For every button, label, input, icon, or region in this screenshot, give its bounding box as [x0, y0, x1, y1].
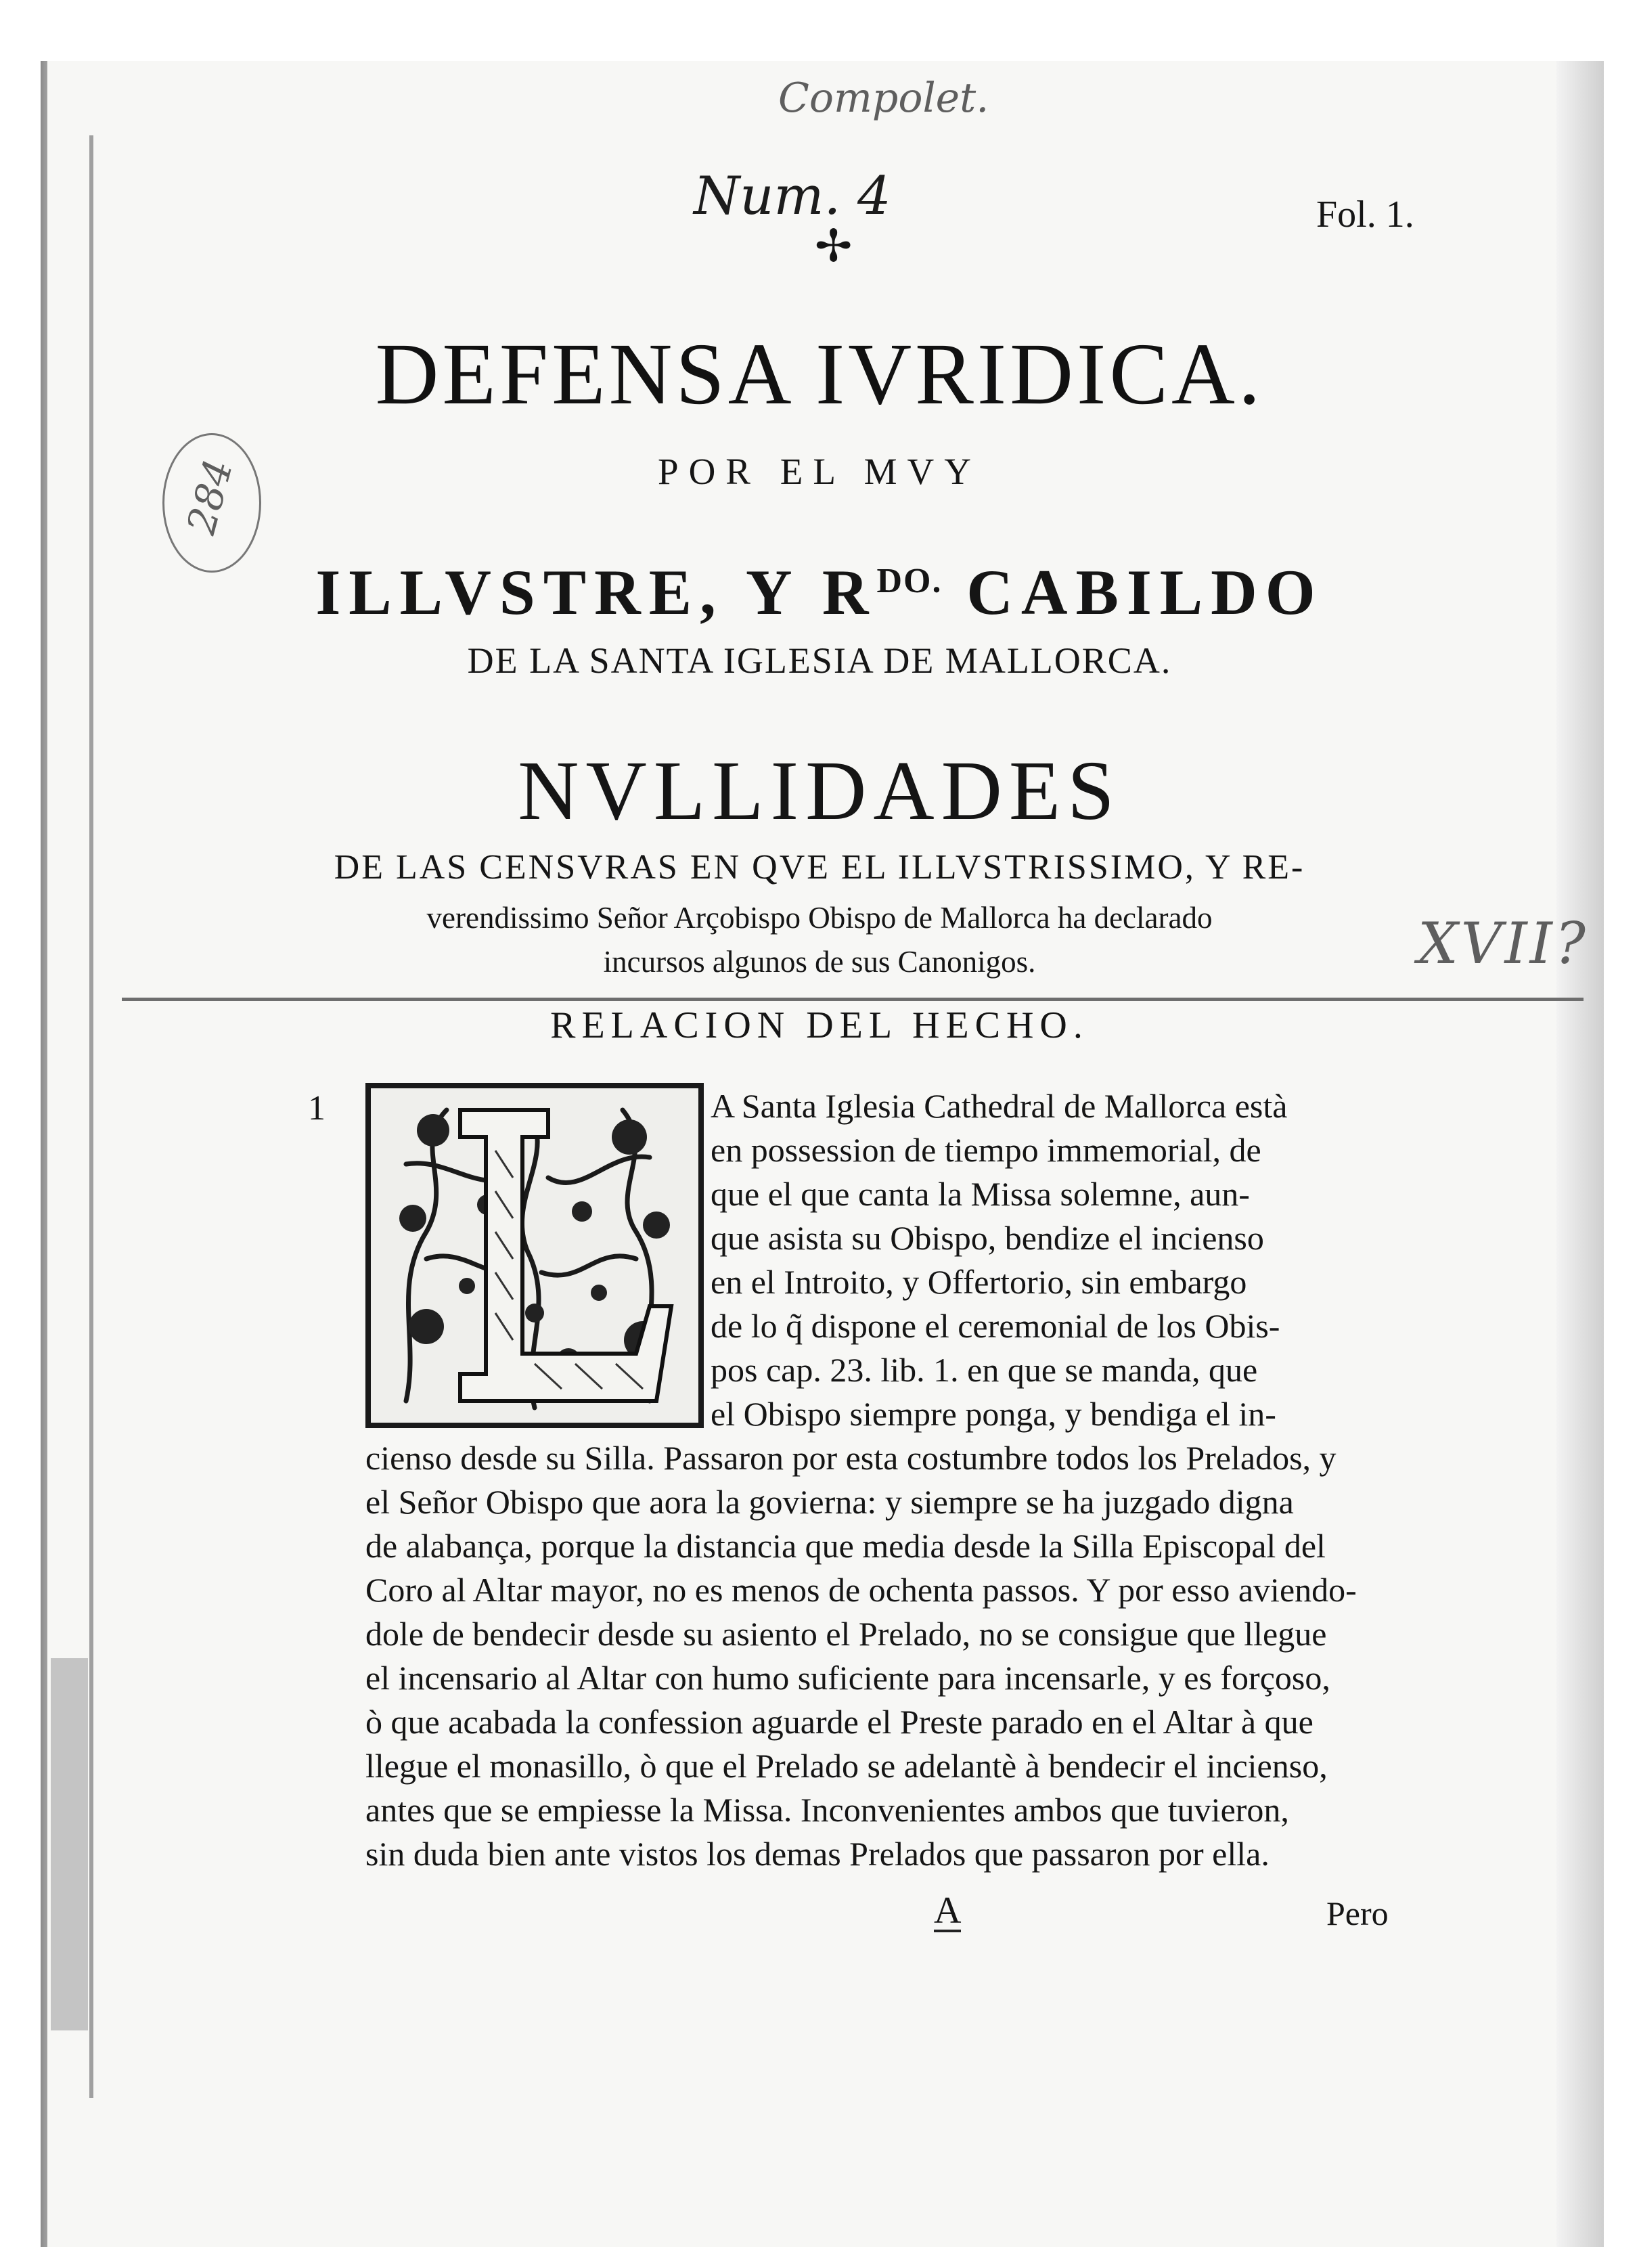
title-illustre [0, 555, 1639, 629]
subtitle-line-1: DE LAS CENSVRAS EN QVE EL ILLVSTRISSIMO, Y RE- [334, 848, 1305, 887]
body-line: antes que se empiesse la Missa. Inconvenientes ambos que tuvieron, [365, 1791, 1289, 1829]
body-line: que el que canta la Missa solemne, aun- [711, 1175, 1250, 1213]
cross-ornament: ✢ [815, 222, 853, 271]
paragraph-number: 1 [308, 1089, 325, 1128]
body-line: ò que acabada la confession aguarde el Preste parado en el Altar à que [365, 1703, 1314, 1741]
decorated-initial-l-icon [365, 1083, 704, 1428]
body-line: pos cap. 23. lib. 1. en que se manda, que [711, 1351, 1258, 1389]
handwritten-number: Num. 4 [694, 166, 891, 227]
folio-number: Fol. 1. [1316, 194, 1414, 236]
body-line: cienso desde su Silla. Passaron por esta costumbre todos los Prelados, y [365, 1439, 1337, 1477]
body-line: de alabança, porque la distancia que media desde la Silla Episcopal del [365, 1527, 1326, 1565]
body-line: dole de bendecir desde su asiento el Prelado, no se consigue que llegue [365, 1615, 1327, 1653]
subtitle-line-3: incursos algunos de sus Canonigos. [603, 945, 1036, 979]
body-line: que asista su Obispo, bendize el incienso [711, 1219, 1264, 1257]
margin-note-right: XVII? [1418, 910, 1588, 977]
body-line: en possession de tiempo immemorial, de [711, 1131, 1261, 1169]
body-line: en el Introito, y Offertorio, sin embargo [711, 1263, 1247, 1301]
body-line: el Obispo siempre ponga, y bendiga el in- [711, 1395, 1276, 1433]
body-line: el incensario al Altar con humo suficiente para incensarle, y es forçoso, [365, 1659, 1330, 1697]
body-line: de lo q̃ dispone el ceremonial de los Obis- [711, 1307, 1280, 1345]
body-line: el Señor Obispo que aora la govierna: y siempre se ha juzgado digna [365, 1483, 1294, 1521]
body-line: Coro al Altar mayor, no es menos de ochenta passos. Y por esso aviendo- [365, 1571, 1357, 1609]
horizontal-rule [122, 998, 1584, 1001]
signature-mark: A [934, 1890, 962, 1932]
title-santa-iglesia: DE LA SANTA IGLESIA DE MALLORCA. [467, 640, 1172, 681]
section-heading: RELACION DEL HECHO. [550, 1004, 1089, 1046]
subtitle-main: NVLLIDADES [518, 744, 1121, 838]
subtitle-line-2: verendissimo Señor Arçobispo Obispo de Mallorca ha declarado [426, 901, 1213, 935]
page-title: DEFENSA IVRIDICA. [375, 326, 1264, 423]
catchword: Pero [1326, 1894, 1389, 1932]
margin-number: 284 [177, 454, 242, 539]
title-illustre-sup: DO. [876, 562, 943, 600]
title-illustre-b: CABILDO [942, 556, 1324, 628]
body-line: A Santa Iglesia Cathedral de Mallorca està [711, 1087, 1288, 1125]
spine-wear [51, 1658, 88, 2030]
title-por: POR EL MVY [658, 451, 981, 492]
handwritten-note-top: Compolet. [778, 74, 989, 122]
spine-binding-line [89, 135, 93, 2098]
title-illustre-a: ILLVSTRE, Y R [315, 556, 877, 628]
body-line: llegue el monasillo, ò que el Prelado se adelantè à bendecir el incienso, [365, 1747, 1328, 1785]
body-line: sin duda bien ante vistos los demas Prelados que passaron por ella. [365, 1835, 1270, 1873]
